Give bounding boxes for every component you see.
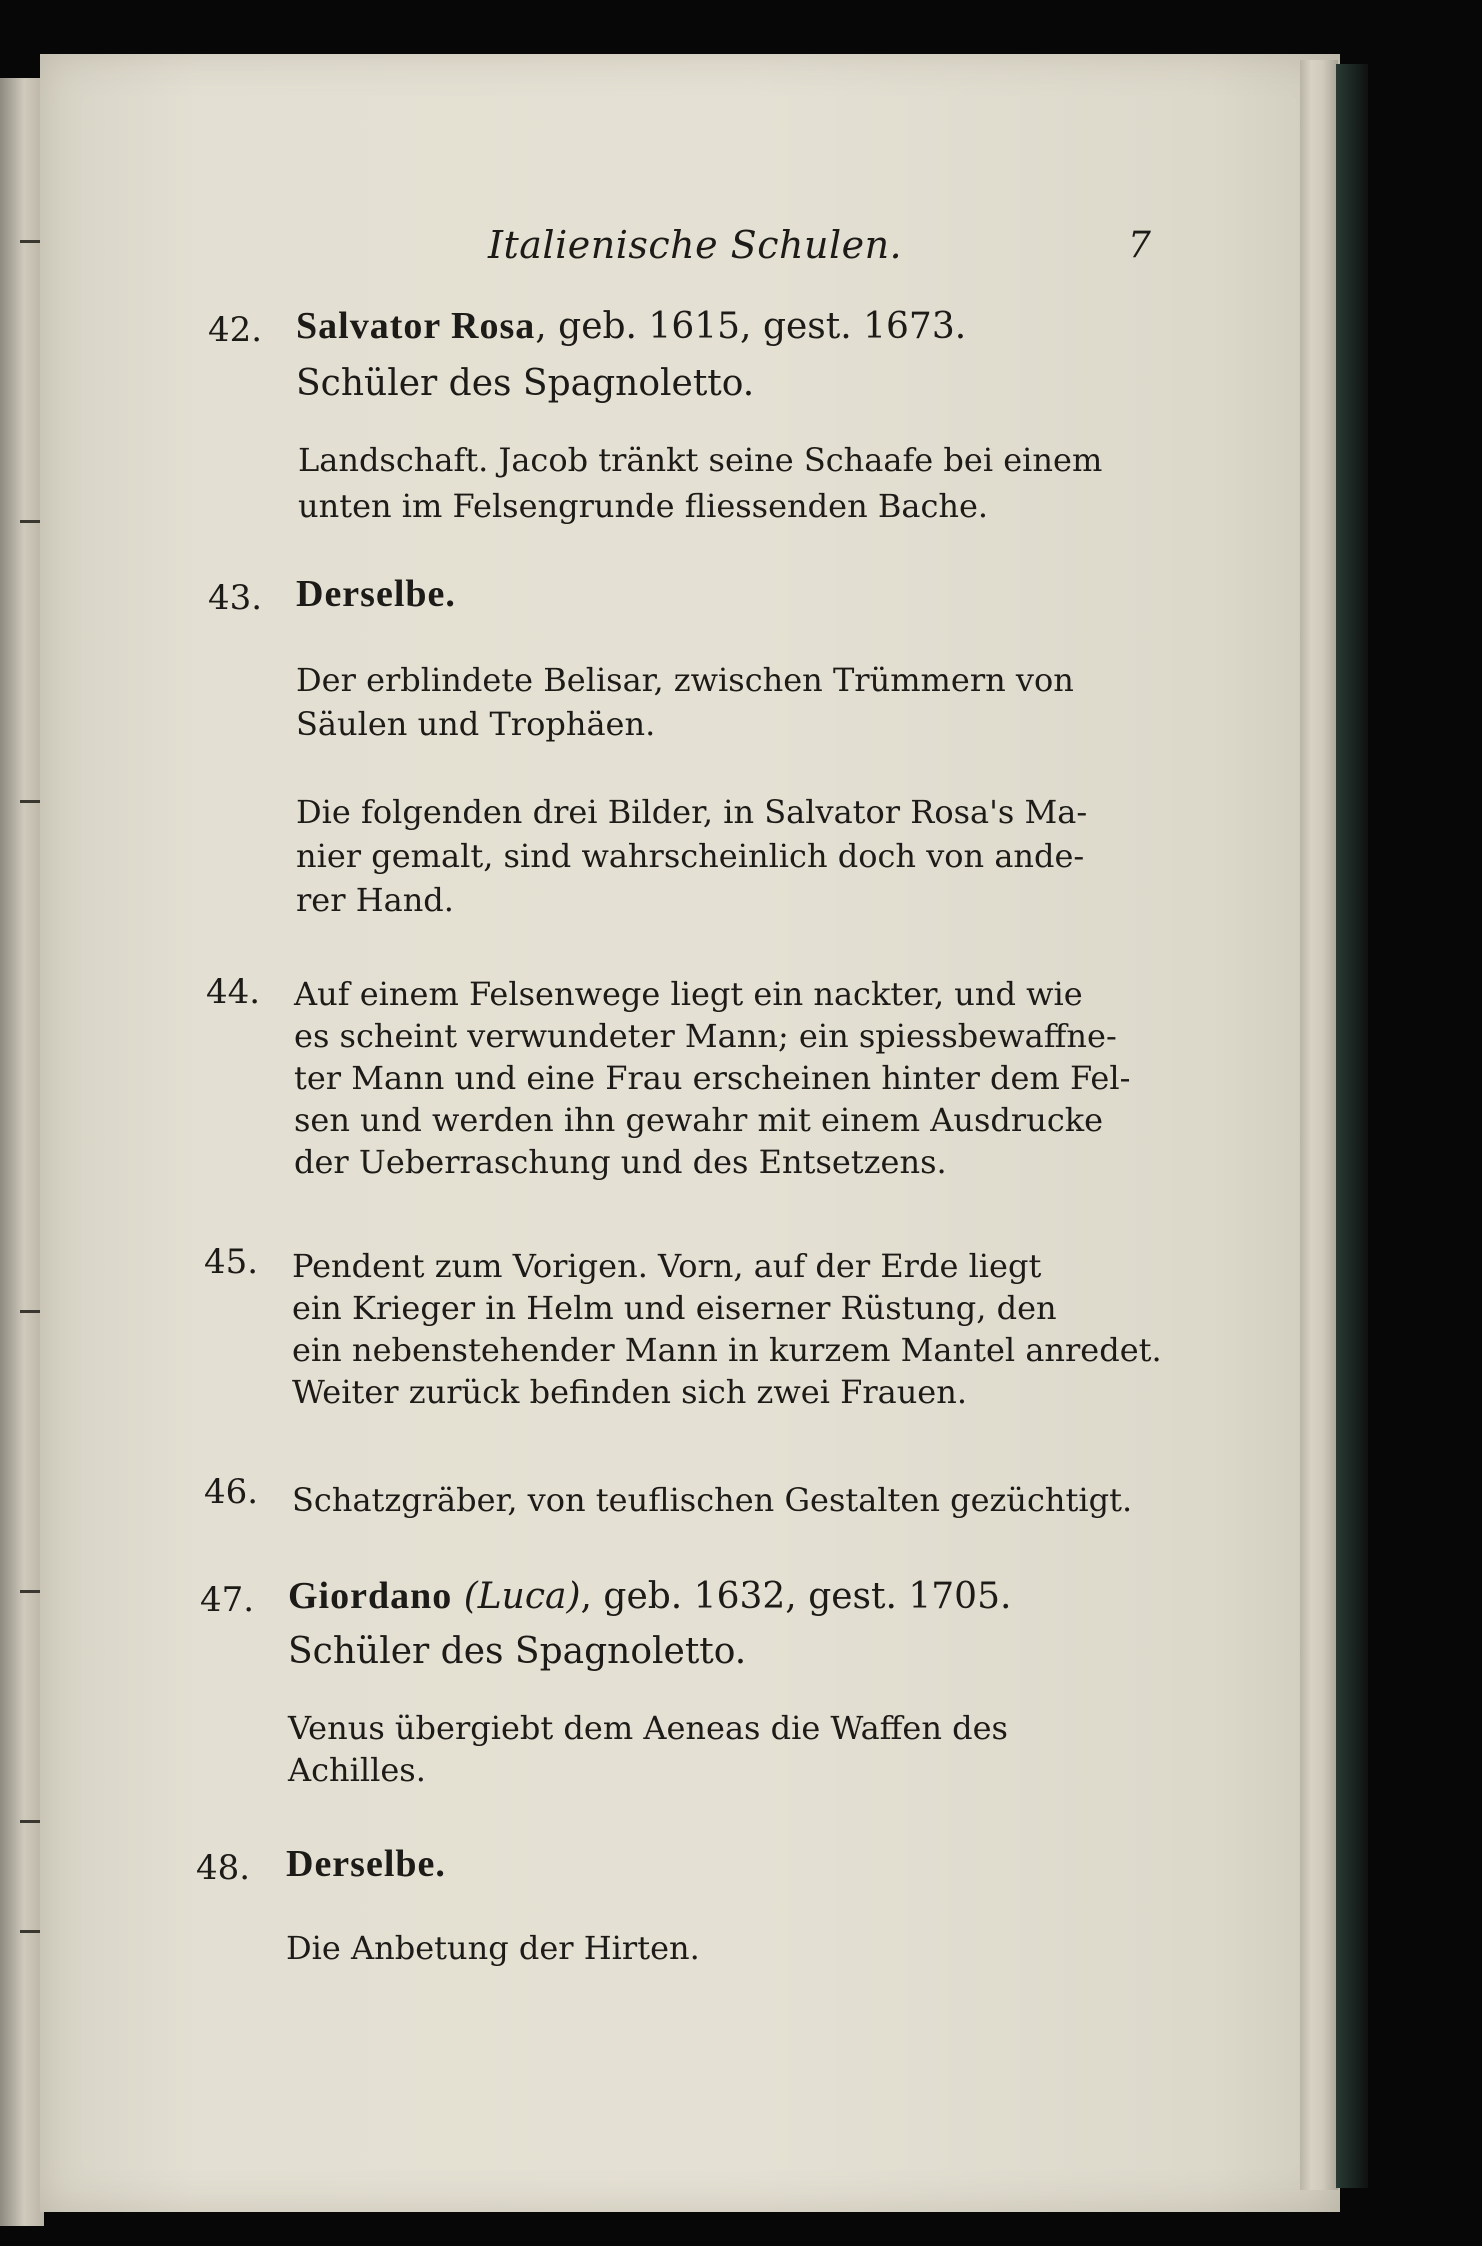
description-line: Landschaft. Jacob tränkt seine Schaafe bei einem (298, 441, 1103, 479)
description-line: sen und werden ihn gewahr mit einem Ausdrucke (294, 1101, 1104, 1139)
note-line: rer Hand. (296, 881, 454, 919)
artist-dates: , geb. 1615, gest. 1673. (535, 306, 967, 347)
artist-name: Derselbe. (296, 573, 456, 615)
entry-number: 44. (206, 972, 261, 1012)
running-header-title: Italienische Schulen. (488, 223, 903, 267)
entry-heading-line (296, 306, 966, 347)
artist-dates: , geb. 1632, gest. 1705. (580, 1576, 1012, 1617)
description-line: Schatzgräber, von teuflischen Gestalten gezüchtigt. (292, 1481, 1133, 1519)
entry-number: 47. (200, 1580, 255, 1620)
description-line: Venus übergiebt dem Aeneas die Waffen des (288, 1709, 1008, 1747)
page-number: 7 (1128, 225, 1151, 266)
entry-number: 42. (208, 310, 263, 350)
artist-teacher: Schüler des Spagnoletto. (296, 363, 755, 404)
description-line: es scheint verwundeter Mann; ein spiessbewaffne- (294, 1017, 1117, 1055)
description-line: ein nebenstehender Mann in kurzem Mantel anredet. (292, 1331, 1162, 1369)
description-line: ein Krieger in Helm und eiserner Rüstung, den (292, 1289, 1057, 1327)
description-line: Achilles. (288, 1751, 426, 1789)
description-line: Auf einem Felsenwege liegt ein nackter, und wie (294, 975, 1083, 1013)
entry-heading-line (288, 1576, 1011, 1617)
note-line: nier gemalt, sind wahrscheinlich doch von ande- (296, 837, 1085, 875)
entry-number: 43. (208, 578, 263, 618)
artist-name: Salvator Rosa (296, 305, 536, 347)
artist-teacher: Schüler des Spagnoletto. (288, 1631, 747, 1672)
artist-name: Derselbe. (286, 1843, 446, 1885)
description-line: Säulen und Trophäen. (296, 705, 656, 743)
note-line: Die folgenden drei Bilder, in Salvator Rosa's Ma- (296, 793, 1088, 831)
description-line: unten im Felsengrunde fliessenden Bache. (298, 487, 989, 525)
entry-number: 45. (204, 1242, 259, 1282)
artist-name: Giordano (288, 1575, 453, 1617)
description-line: Pendent zum Vorigen. Vorn, auf der Erde liegt (292, 1247, 1042, 1285)
description-line: Die Anbetung der Hirten. (286, 1929, 700, 1967)
description-line: Der erblindete Belisar, zwischen Trümmern von (296, 661, 1074, 699)
entry-number: 46. (204, 1472, 259, 1512)
entry-number: 48. (196, 1848, 251, 1888)
artist-given-name: (Luca) (463, 1576, 581, 1617)
description-line: ter Mann und eine Frau erscheinen hinter dem Fel- (294, 1059, 1131, 1097)
description-line: der Ueberraschung und des Entsetzens. (294, 1143, 947, 1181)
description-line: Weiter zurück befinden sich zwei Frauen. (292, 1373, 968, 1411)
